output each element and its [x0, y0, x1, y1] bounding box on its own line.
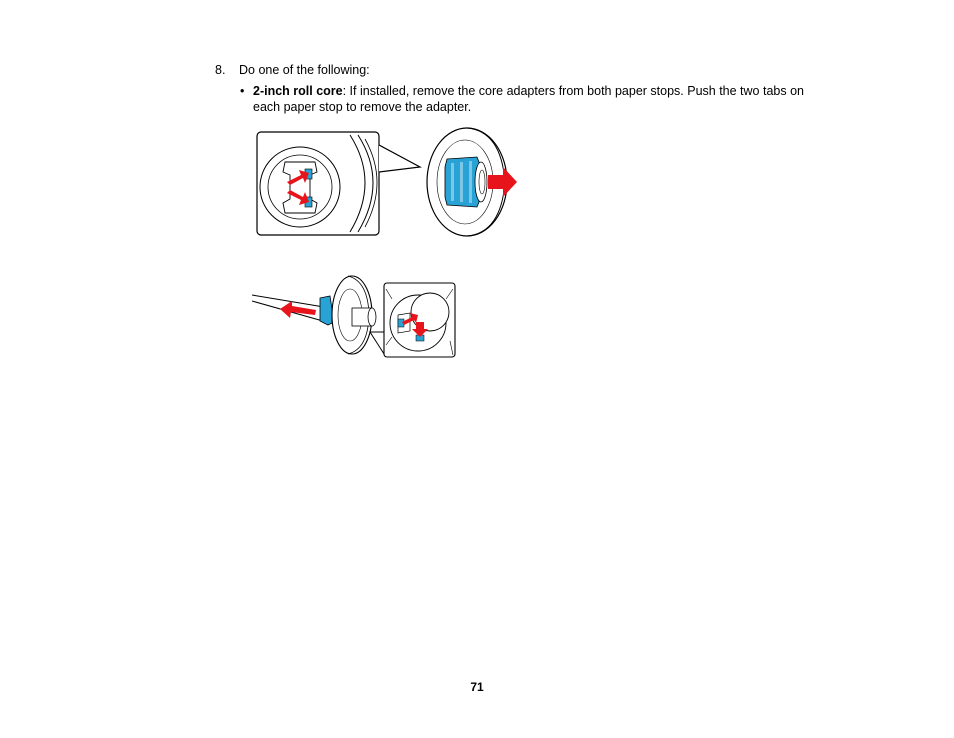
bullet-body: [253, 83, 830, 115]
bullet-symbol: •: [240, 84, 245, 98]
bullet-item: [240, 83, 830, 115]
step-8: [215, 62, 370, 78]
step-text: Do one of the following:: [239, 63, 370, 77]
figure-remove-adapter-spindle-drawing: [252, 275, 458, 361]
figure-remove-adapter-front: [255, 127, 525, 244]
bullet-term: 2-inch roll core: [253, 84, 343, 98]
page-number: 71: [470, 680, 484, 694]
figure-remove-adapter-front-drawing: [255, 127, 525, 239]
figure-remove-adapter-spindle: [252, 275, 458, 366]
bullet-description: : If installed, remove the core adapters from both paper stops. Push the two tabs on each paper stop to remove the adapter.: [253, 84, 804, 114]
step-number: 8.: [215, 63, 226, 77]
